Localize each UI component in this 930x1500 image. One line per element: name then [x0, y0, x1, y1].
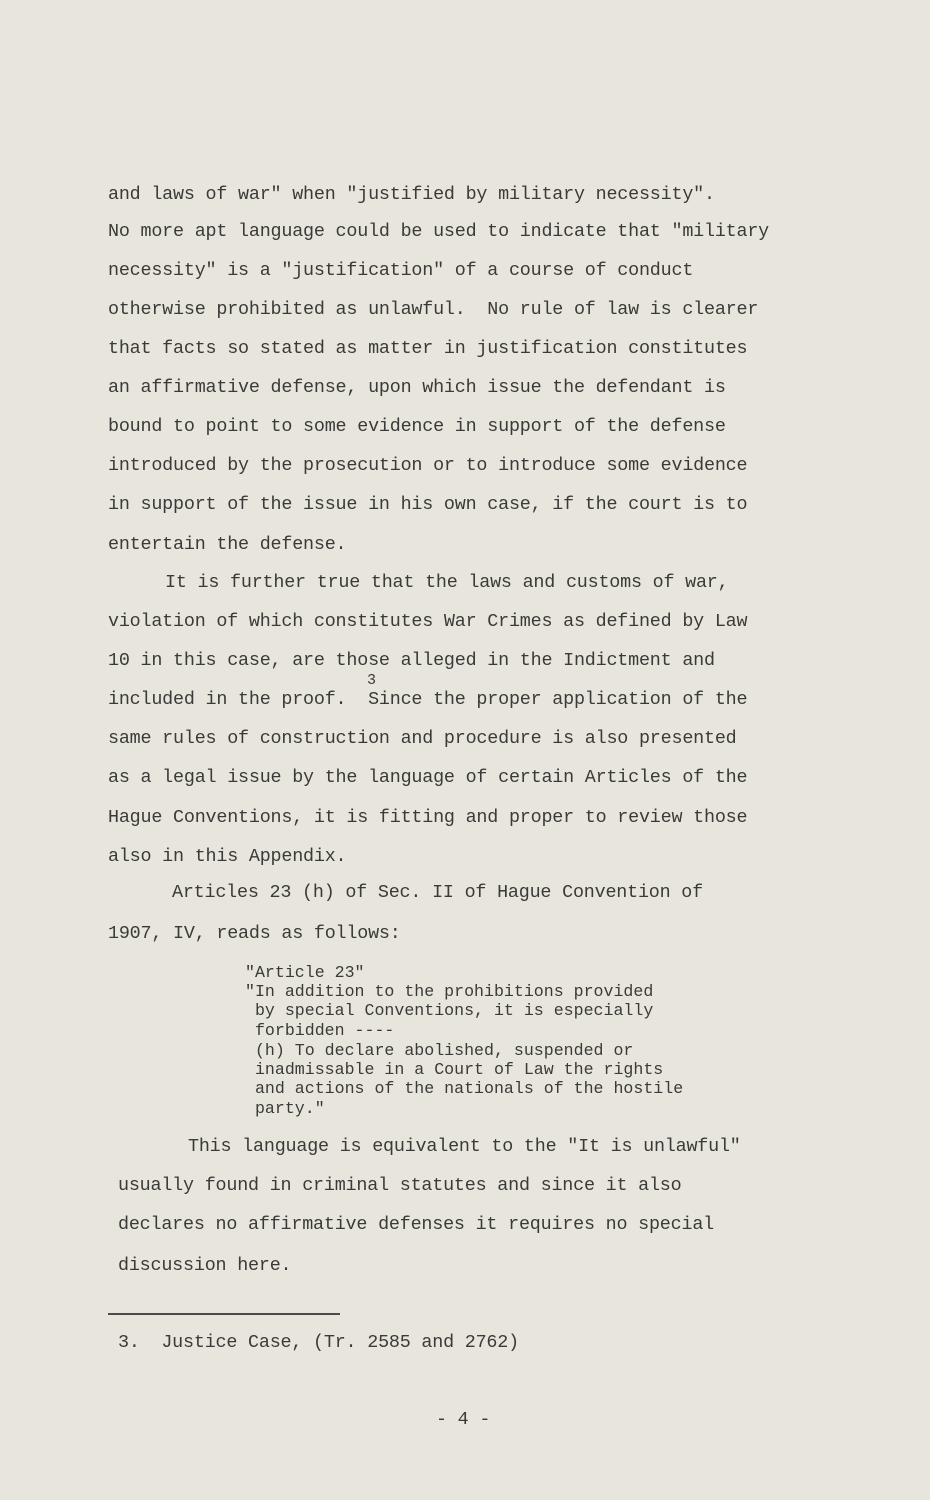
text-line: in support of the issue in his own case, if the court is to: [108, 494, 748, 515]
text-line: that facts so stated as matter in justification constitutes: [108, 338, 748, 359]
text-line: entertain the defense.: [108, 534, 347, 555]
text-line: also in this Appendix.: [108, 846, 347, 867]
text-line: otherwise prohibited as unlawful. No rule of law is clearer: [108, 299, 759, 320]
quote-line: "In addition to the prohibitions provided: [245, 982, 654, 1001]
quote-line: by special Conventions, it is especially: [245, 1001, 654, 1020]
text-line: violation of which constitutes War Crimes as defined by Law: [108, 611, 748, 632]
text-line: as a legal issue by the language of certain Articles of the: [108, 767, 748, 788]
text-line: It is further true that the laws and customs of war,: [165, 572, 729, 593]
text-line: Hague Conventions, it is fitting and proper to review those: [108, 807, 748, 828]
page-number: - 4 -: [436, 1409, 491, 1430]
text-line: introduced by the prosecution or to introduce some evidence: [108, 455, 748, 476]
text-line: necessity" is a "justification" of a course of conduct: [108, 260, 694, 281]
text-line: an affirmative defense, upon which issue the defendant is: [108, 377, 726, 398]
quote-line: forbidden ----: [245, 1021, 395, 1040]
quote-line: inadmissable in a Court of Law the rights: [245, 1060, 664, 1079]
text-line: usually found in criminal statutes and since it also: [118, 1175, 682, 1196]
text-line: included in the proof. Since the proper application of the: [108, 689, 748, 710]
text-line: 1907, IV, reads as follows:: [108, 923, 401, 944]
footnote: 3. Justice Case, (Tr. 2585 and 2762): [118, 1332, 519, 1353]
text-line: bound to point to some evidence in support of the defense: [108, 416, 726, 437]
quote-line: "Article 23": [245, 963, 365, 982]
text-line: No more apt language could be used to indicate that "military: [108, 221, 770, 242]
quote-line: and actions of the nationals of the hostile: [245, 1079, 684, 1098]
text-line: same rules of construction and procedure is also presented: [108, 728, 737, 749]
text-line: and laws of war" when "justified by military necessity".: [108, 184, 715, 205]
text-line: Articles 23 (h) of Sec. II of Hague Convention of: [172, 882, 703, 903]
text-line: 10 in this case, are those alleged in the Indictment and: [108, 650, 715, 671]
quote-line: party.": [245, 1099, 325, 1118]
text-line: declares no affirmative defenses it requires no special: [118, 1214, 714, 1235]
text-line: discussion here.: [118, 1255, 292, 1276]
text-line: This language is equivalent to the "It is unlawful": [188, 1136, 741, 1157]
footnote-divider: [108, 1313, 340, 1315]
quote-line: (h) To declare abolished, suspended or: [245, 1041, 634, 1060]
footnote-reference: 3: [367, 672, 377, 689]
